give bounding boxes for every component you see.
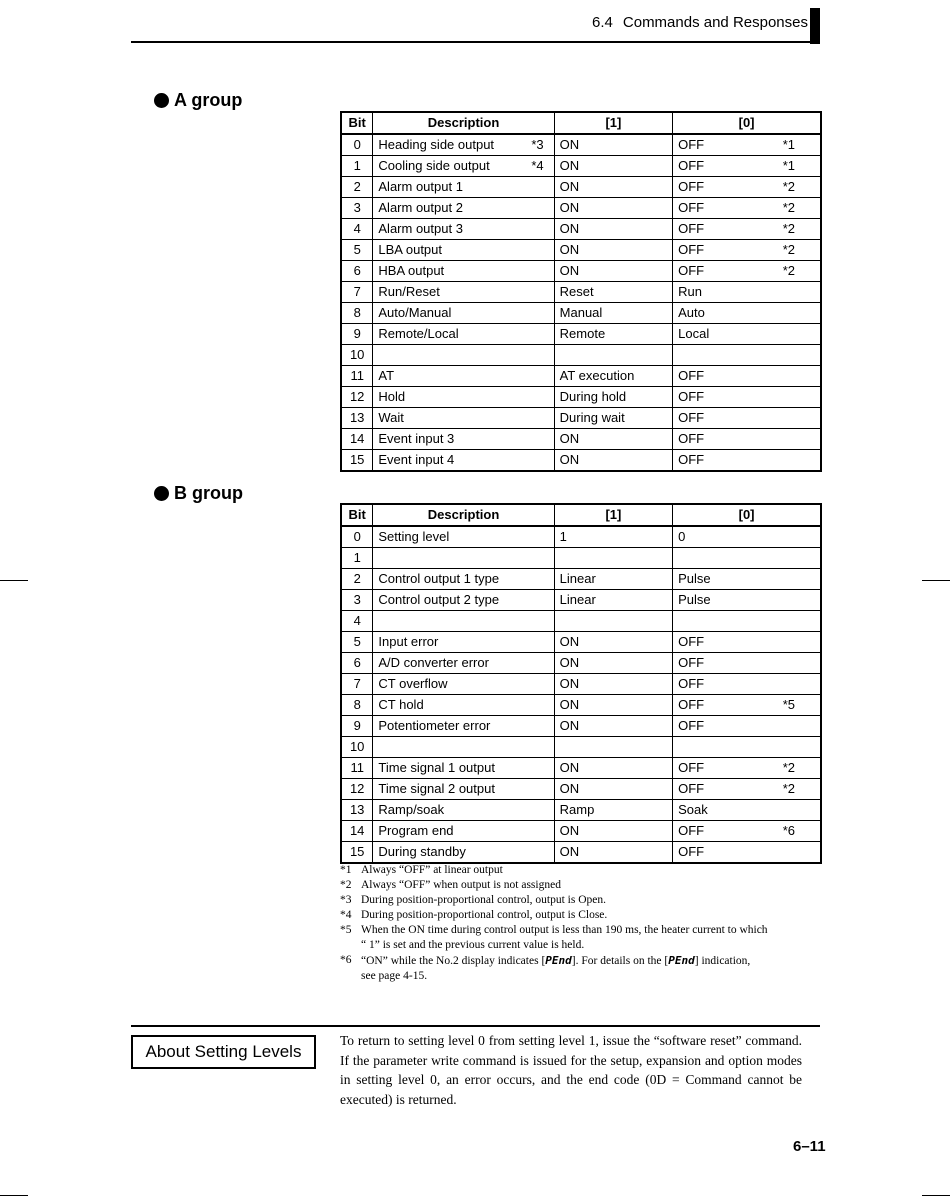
value-zero-cell: [673, 345, 821, 366]
description-cell: Event input 3: [373, 429, 554, 450]
value-zero-cell: Local: [673, 324, 821, 345]
note-ref: [544, 198, 549, 218]
note-ref: [795, 324, 815, 344]
value-zero-cell: OFF: [673, 387, 821, 408]
value-one-cell: During wait: [554, 408, 672, 429]
value-zero-cell: OFF *6: [673, 821, 821, 842]
table-header-row: [341, 112, 821, 134]
note-ref: [795, 282, 815, 302]
col-one: [1]: [554, 504, 672, 526]
note-ref: [795, 632, 815, 652]
group-b-table: [340, 503, 822, 864]
value-one-cell: ON: [554, 134, 672, 156]
value-zero-cell: OFF *2: [673, 198, 821, 219]
table-row: [341, 366, 821, 387]
note-ref: [795, 450, 815, 470]
description-cell: [373, 345, 554, 366]
about-setting-levels-text: To return to setting level 0 from setting level 1, issue the “software reset” command. If the parameter write command is issued for the setup, expansion and option modes in setting level 0, an error occurs, and the end code (0D = Command cannot be executed) is returned.: [340, 1033, 802, 1107]
group-a-heading: [154, 90, 242, 111]
note-ref: [544, 590, 549, 610]
table-row: [341, 737, 821, 758]
bit-cell: 8: [341, 695, 373, 716]
crop-mark: [0, 580, 28, 581]
col-zero: [0]: [673, 112, 821, 134]
bit-cell: 14: [341, 429, 373, 450]
note-ref: *2: [782, 263, 795, 278]
value-one-cell: [554, 611, 672, 632]
note-ref: [795, 653, 815, 673]
value-one-cell: ON: [554, 674, 672, 695]
value-one-cell: Remote: [554, 324, 672, 345]
note-ref: *2: [782, 781, 795, 796]
value-one-cell: ON: [554, 240, 672, 261]
table-row: [341, 324, 821, 345]
note-ref: [544, 450, 549, 470]
value-one-cell: Manual: [554, 303, 672, 324]
table-row: [341, 758, 821, 779]
description-cell: AT: [373, 366, 554, 387]
table-row: [341, 450, 821, 472]
description-cell: Wait: [373, 408, 554, 429]
value-one-cell: ON: [554, 177, 672, 198]
note-ref: [795, 366, 815, 386]
value-zero-cell: OFF: [673, 408, 821, 429]
note-ref: [795, 387, 815, 407]
value-one-cell: [554, 737, 672, 758]
description-cell: Time signal 2 output: [373, 779, 554, 800]
note-ref: [544, 842, 549, 862]
note-ref: *3: [531, 137, 544, 152]
value-one-cell: ON: [554, 261, 672, 282]
bit-cell: 9: [341, 324, 373, 345]
note-ref: [544, 282, 549, 302]
about-setting-levels-heading: About Setting Levels: [131, 1035, 316, 1069]
description-cell: Hold: [373, 387, 554, 408]
description-cell: Input error: [373, 632, 554, 653]
value-zero-cell: OFF *2: [673, 261, 821, 282]
description-cell: Control output 2 type: [373, 590, 554, 611]
value-one-cell: ON: [554, 821, 672, 842]
value-zero-cell: OFF: [673, 716, 821, 737]
table-row: [341, 611, 821, 632]
value-zero-cell: [673, 737, 821, 758]
bit-cell: 12: [341, 387, 373, 408]
header-tab-marker: [810, 8, 820, 44]
table-row: [341, 653, 821, 674]
note-ref: *2: [782, 760, 795, 775]
value-one-cell: ON: [554, 758, 672, 779]
bit-cell: 13: [341, 800, 373, 821]
description-cell: A/D converter error: [373, 653, 554, 674]
group-a-table: [340, 111, 822, 472]
value-one-cell: Ramp: [554, 800, 672, 821]
footnote-6: *6 “ON” while the No.2 display indicates [PEnd]. For details on the [PEnd] indication, see page 4-15.: [340, 954, 751, 982]
description-cell: Program end: [373, 821, 554, 842]
description-cell: Control output 1 type: [373, 569, 554, 590]
value-zero-cell: OFF *2: [673, 219, 821, 240]
table-row: [341, 632, 821, 653]
value-one-cell: ON: [554, 632, 672, 653]
note-ref: [795, 569, 815, 589]
note-ref: [544, 779, 549, 799]
value-one-cell: 1: [554, 526, 672, 548]
description-cell: Alarm output 1: [373, 177, 554, 198]
table-row: [341, 695, 821, 716]
note-ref: [544, 429, 549, 449]
bit-cell: 9: [341, 716, 373, 737]
description-cell: Run/Reset: [373, 282, 554, 303]
value-one-cell: Linear: [554, 569, 672, 590]
table-row: [341, 429, 821, 450]
value-one-cell: ON: [554, 156, 672, 177]
col-bit: Bit: [341, 112, 373, 134]
table-row: [341, 134, 821, 156]
note-ref: *2: [782, 221, 795, 236]
note-ref: [544, 632, 549, 652]
table-row: [341, 156, 821, 177]
note-ref: [795, 716, 815, 736]
bit-cell: 15: [341, 842, 373, 864]
running-header: [592, 14, 808, 31]
value-one-cell: ON: [554, 198, 672, 219]
bit-cell: 5: [341, 632, 373, 653]
note-ref: *1: [782, 137, 795, 152]
table-row: [341, 590, 821, 611]
bullet-icon: [154, 486, 169, 501]
bit-cell: 6: [341, 653, 373, 674]
description-cell: Ramp/soak: [373, 800, 554, 821]
value-one-cell: ON: [554, 716, 672, 737]
note-ref: [795, 842, 815, 862]
description-cell: Remote/Local: [373, 324, 554, 345]
description-cell: [373, 548, 554, 569]
description-cell: Alarm output 2: [373, 198, 554, 219]
note-ref: *4: [531, 158, 544, 173]
table-row: [341, 387, 821, 408]
bit-cell: 14: [341, 821, 373, 842]
section-number: 6.4: [592, 14, 613, 31]
footnote-2: *2 Always “OFF” when output is not assigned: [340, 879, 561, 891]
note-ref: [544, 674, 549, 694]
description-cell: CT overflow: [373, 674, 554, 695]
group-b-heading: [154, 483, 243, 504]
description-cell: Event input 4: [373, 450, 554, 472]
bit-cell: 13: [341, 408, 373, 429]
value-one-cell: [554, 345, 672, 366]
note-ref: [544, 821, 549, 841]
header-rule: [131, 41, 820, 43]
table-row: [341, 177, 821, 198]
bit-cell: 1: [341, 548, 373, 569]
crop-mark: [922, 580, 950, 581]
value-zero-cell: Auto: [673, 303, 821, 324]
footnote-1: *1 Always “OFF” at linear output: [340, 864, 503, 876]
bit-cell: 2: [341, 177, 373, 198]
bit-cell: 5: [341, 240, 373, 261]
value-one-cell: ON: [554, 429, 672, 450]
bit-cell: 10: [341, 737, 373, 758]
note-ref: [544, 303, 549, 323]
note-ref: [544, 758, 549, 778]
note-ref: [795, 303, 815, 323]
table-row: [341, 408, 821, 429]
about-rule: [131, 1025, 820, 1027]
value-zero-cell: OFF *2: [673, 779, 821, 800]
value-one-cell: [554, 548, 672, 569]
table-row: [341, 219, 821, 240]
footnote-3: *3 During position-proportional control, output is Open.: [340, 894, 606, 906]
note-ref: [795, 429, 815, 449]
note-ref: [544, 366, 549, 386]
note-ref: [544, 569, 549, 589]
value-zero-cell: OFF: [673, 366, 821, 387]
bullet-icon: [154, 93, 169, 108]
note-ref: [544, 240, 549, 260]
note-ref: [544, 177, 549, 197]
group-a-title: A group: [174, 90, 243, 110]
bit-cell: 4: [341, 219, 373, 240]
note-ref: [544, 261, 549, 281]
col-one: [1]: [554, 112, 672, 134]
table-row: [341, 526, 821, 548]
col-zero: [0]: [673, 504, 821, 526]
value-zero-cell: OFF *2: [673, 758, 821, 779]
description-cell: During standby: [373, 842, 554, 864]
value-zero-cell: OFF: [673, 653, 821, 674]
bit-cell: 10: [341, 345, 373, 366]
value-one-cell: AT execution: [554, 366, 672, 387]
note-ref: [795, 674, 815, 694]
value-zero-cell: OFF: [673, 674, 821, 695]
pend-display-symbol: PEnd: [668, 954, 695, 967]
value-zero-cell: Pulse: [673, 590, 821, 611]
bit-cell: 0: [341, 134, 373, 156]
value-one-cell: Linear: [554, 590, 672, 611]
bit-cell: 11: [341, 366, 373, 387]
value-zero-cell: OFF: [673, 632, 821, 653]
table-header-row: [341, 504, 821, 526]
table-row: [341, 779, 821, 800]
note-ref: *2: [782, 200, 795, 215]
bit-cell: 1: [341, 156, 373, 177]
table-row: [341, 198, 821, 219]
col-bit: Bit: [341, 504, 373, 526]
description-cell: HBA output: [373, 261, 554, 282]
table-row: [341, 800, 821, 821]
bit-cell: 3: [341, 590, 373, 611]
value-one-cell: During hold: [554, 387, 672, 408]
table-row: [341, 261, 821, 282]
value-one-cell: ON: [554, 219, 672, 240]
bit-cell: 15: [341, 450, 373, 472]
value-zero-cell: OFF *2: [673, 240, 821, 261]
bit-cell: 0: [341, 526, 373, 548]
note-ref: [795, 527, 815, 547]
value-one-cell: ON: [554, 779, 672, 800]
section-title: Commands and Responses: [622, 14, 808, 31]
table-row: [341, 282, 821, 303]
table-row: [341, 821, 821, 842]
note-ref: *6: [782, 823, 795, 838]
value-zero-cell: OFF *5: [673, 695, 821, 716]
description-cell: CT hold: [373, 695, 554, 716]
description-cell: Heading side output *3: [373, 134, 554, 156]
note-ref: [795, 408, 815, 428]
bit-cell: 6: [341, 261, 373, 282]
note-ref: [544, 800, 549, 820]
description-cell: Time signal 1 output: [373, 758, 554, 779]
page-number: 6–11: [793, 1138, 826, 1155]
value-zero-cell: OFF: [673, 842, 821, 864]
note-ref: *2: [782, 179, 795, 194]
note-ref: [544, 527, 549, 547]
description-cell: [373, 737, 554, 758]
footnote-5: *5 When the ON time during control output is less than 190 ms, the heater current to which “ 1” is set and the previous current value is held.: [340, 924, 768, 951]
value-zero-cell: OFF: [673, 429, 821, 450]
value-zero-cell: [673, 548, 821, 569]
group-a-rows: [341, 134, 821, 471]
group-b-rows: [341, 526, 821, 863]
table-row: [341, 716, 821, 737]
table-row: [341, 569, 821, 590]
footnotes: [340, 863, 810, 984]
value-one-cell: ON: [554, 695, 672, 716]
table-row: [341, 240, 821, 261]
table-row: [341, 842, 821, 864]
note-ref: [544, 219, 549, 239]
table-row: [341, 548, 821, 569]
value-zero-cell: Pulse: [673, 569, 821, 590]
value-one-cell: ON: [554, 450, 672, 472]
bit-cell: 7: [341, 674, 373, 695]
value-one-cell: ON: [554, 653, 672, 674]
value-zero-cell: Run: [673, 282, 821, 303]
col-description: Description: [373, 504, 554, 526]
description-cell: LBA output: [373, 240, 554, 261]
value-one-cell: Reset: [554, 282, 672, 303]
description-cell: Auto/Manual: [373, 303, 554, 324]
note-ref: *1: [782, 158, 795, 173]
bit-cell: 8: [341, 303, 373, 324]
description-cell: [373, 611, 554, 632]
note-ref: *2: [782, 242, 795, 257]
table-row: [341, 345, 821, 366]
value-zero-cell: [673, 611, 821, 632]
footnote-4: *4 During position-proportional control, output is Close.: [340, 909, 608, 921]
bit-cell: 2: [341, 569, 373, 590]
note-ref: [544, 716, 549, 736]
description-cell: Setting level: [373, 526, 554, 548]
bit-cell: 12: [341, 779, 373, 800]
value-one-cell: ON: [554, 842, 672, 864]
value-zero-cell: OFF *2: [673, 177, 821, 198]
note-ref: [795, 590, 815, 610]
value-zero-cell: OFF: [673, 450, 821, 472]
description-cell: Potentiometer error: [373, 716, 554, 737]
bit-cell: 3: [341, 198, 373, 219]
pend-display-symbol: PEnd: [545, 954, 572, 967]
value-zero-cell: OFF *1: [673, 134, 821, 156]
group-b-title: B group: [174, 483, 243, 503]
note-ref: *5: [782, 697, 795, 712]
note-ref: [544, 408, 549, 428]
note-ref: [544, 653, 549, 673]
note-ref: [544, 387, 549, 407]
col-description: Description: [373, 112, 554, 134]
note-ref: [795, 800, 815, 820]
note-ref: [544, 695, 549, 715]
note-ref: [544, 324, 549, 344]
bit-cell: 11: [341, 758, 373, 779]
bit-cell: 7: [341, 282, 373, 303]
table-row: [341, 303, 821, 324]
description-cell: Cooling side output *4: [373, 156, 554, 177]
value-zero-cell: 0: [673, 526, 821, 548]
value-zero-cell: OFF *1: [673, 156, 821, 177]
table-row: [341, 674, 821, 695]
description-cell: Alarm output 3: [373, 219, 554, 240]
bit-cell: 4: [341, 611, 373, 632]
value-zero-cell: Soak: [673, 800, 821, 821]
